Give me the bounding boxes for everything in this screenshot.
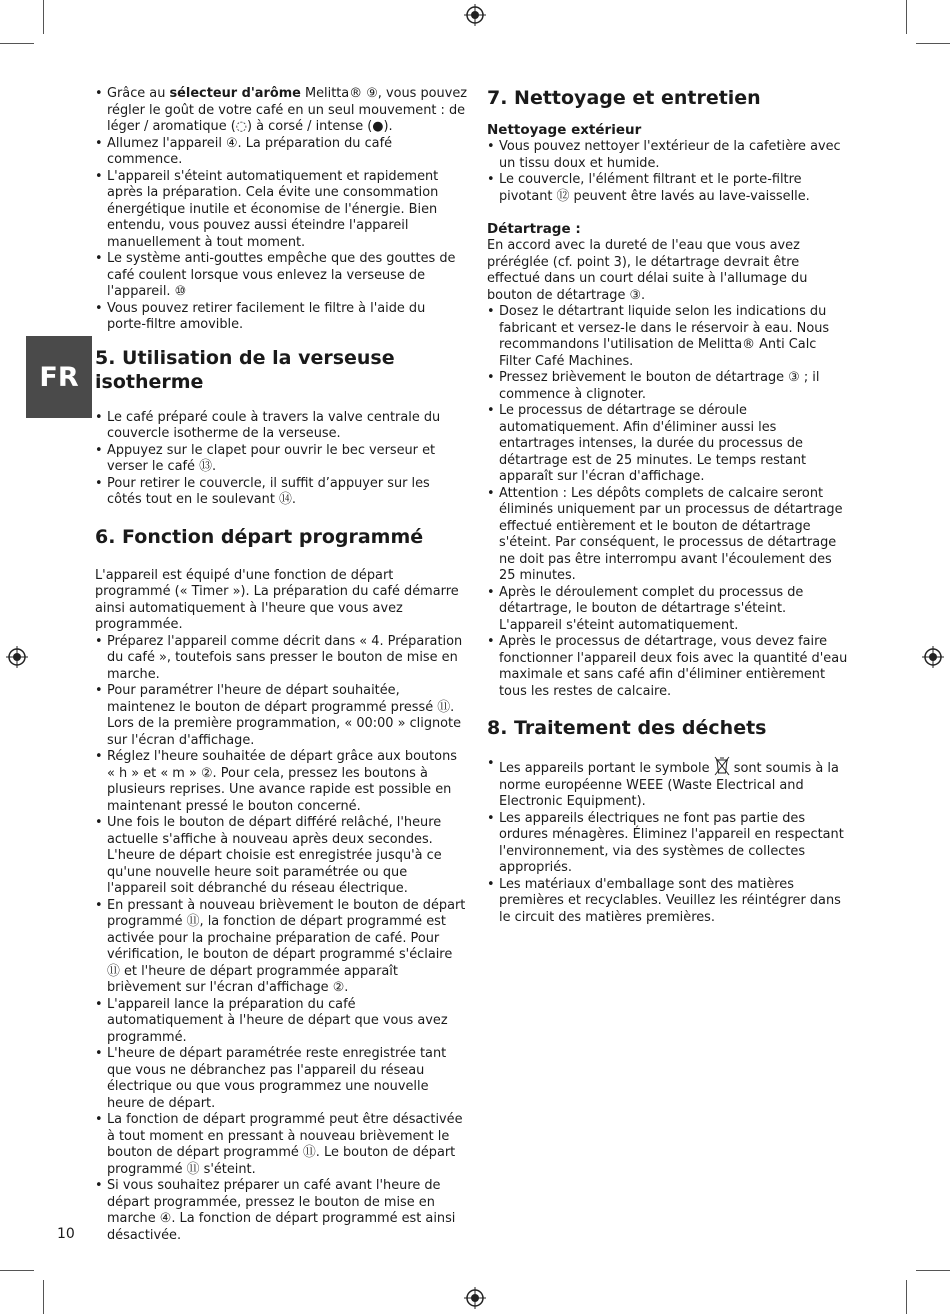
section-5-list [95, 410, 467, 509]
crop-mark [0, 43, 34, 44]
list-item: • Attention : Les dépôts complets de calcaire seront éliminés uniquement par un processus de détartrage effectué entièrement et le bouton de détartrage s'éteint. Par conséquent, le processus de détartrage ne doit pas être interrompu avant l'écoulement des 25 minutes. [487, 486, 852, 585]
right-column [487, 86, 852, 926]
registration-mark-icon [922, 646, 944, 668]
list-item: • Grâce au sélecteur d'arôme Melitta® ⑨, vous pouvez régler le goût de votre café en un seul mouvement : de léger / aromatique (◌) à corsé / intense (●). [95, 86, 467, 136]
list-item: • Les appareils électriques ne font pas partie des ordures ménagères. Éliminez l'appareil en respectant l'environnement, via des systèmes de collectes appropriés. [487, 811, 852, 877]
section-8-title: 8. Traitement des déchets [487, 717, 767, 739]
list-item: • Pour paramétrer l'heure de départ souhaitée, maintenez le bouton de départ programmé pressé ⑪. Lors de la première programmation, « 00:00 » clignote sur l'écran d'affichage. [95, 683, 467, 749]
section-6-title: 6. Fonction départ programmé [95, 525, 424, 548]
section-8-list [487, 756, 852, 926]
list-item: • Après le déroulement complet du processus de détartrage, le bouton de détartrage s'éteint. L'appareil s'éteint automatiquement. [487, 585, 852, 635]
list-item: • Réglez l'heure souhaitée de départ grâce aux boutons « h » et « m » ②. Pour cela, pressez les boutons à plusieurs reprises. Une avance rapide est possible en maintenant pressé le bouton concerné. [95, 749, 467, 815]
list-item: • Le processus de détartrage se déroule automatiquement. Afin d'éliminer aussi les entartrages intenses, la durée du processus de détartrage est de 25 minutes. Le temps restant apparaît sur l'écran d'affichage. [487, 403, 852, 486]
crop-mark [43, 1280, 44, 1314]
list-item: • Préparez l'appareil comme décrit dans « 4. Préparation du café », toutefois sans presser le bouton de mise en marche. [95, 634, 467, 684]
section-6-intro: L'appareil est équipé d'une fonction de départ programmé (« Timer »). La préparation du café démarre ainsi automatiquement à l'heure que vous avez programmée. [95, 567, 459, 632]
list-item: • Le café préparé coule à travers la valve centrale du couvercle isotherme de la verseuse. [95, 410, 467, 443]
registration-mark-icon [6, 646, 28, 668]
registration-mark-icon [464, 4, 486, 26]
descaling-heading: Détartrage : [487, 221, 581, 237]
list-item: • L'heure de départ paramétrée reste enregistrée tant que vous ne débranchez pas l'appareil du réseau électrique ou que vous programmez une nouvelle heure de départ. [95, 1046, 467, 1112]
list-item: • Le couvercle, l'élément filtrant et le porte-filtre pivotant ⑫ peuvent être lavés au lave-vaisselle. [487, 172, 852, 205]
list-item: • Pressez brièvement le bouton de détartrage ③ ; il commence à clignoter. [487, 370, 852, 403]
descaling-intro: En accord avec la dureté de l'eau que vous avez préréglée (cf. point 3), le détartrage devrait être effectué dans un court délai suite à l'allumage du bouton de détartrage ③. [487, 238, 808, 303]
left-column [95, 86, 467, 1244]
crop-mark [0, 1270, 34, 1271]
language-tab: FR [26, 336, 92, 418]
weee-bin-icon [714, 756, 730, 776]
exterior-cleaning-heading: Nettoyage extérieur [487, 122, 642, 138]
crop-mark [906, 1280, 907, 1314]
list-item: • Vous pouvez retirer facilement le filtre à l'aide du porte-filtre amovible. [95, 301, 467, 334]
list-item: • Les matériaux d'emballage sont des matières premières et recyclables. Veuillez les réintégrer dans le circuit des matières premières. [487, 877, 852, 927]
list-item: • L'appareil s'éteint automatiquement et rapidement après la préparation. Cela évite une consommation énergétique inutile et économise de l'énergie. Bien entendu, vous pouvez aussi éteindre l'appareil manuellement à tout moment. [95, 169, 467, 252]
list-item: • En pressant à nouveau brièvement le bouton de départ programmé ⑪, la fonction de départ programmé est activée pour la prochaine préparation de café. Pour vérification, le bouton de départ programmé s'éclaire ⑪ et l'heure de départ programmée apparaît brièvement sur l'écran d'affichage ②. [95, 898, 467, 997]
list-item: • Allumez l'appareil ④. La préparation du café commence. [95, 136, 467, 169]
registration-mark-icon [464, 1287, 486, 1309]
list-item: • Pour retirer le couvercle, il suffit d’appuyer sur les côtés tout en le soulevant ⑭. [95, 476, 467, 509]
section-6-list [95, 634, 467, 1245]
section-5-title: 5. Utilisation de la verseuse isotherme [95, 346, 395, 393]
exterior-cleaning-list [487, 139, 852, 205]
list-item: • Le système anti-gouttes empêche que des gouttes de café coulent lorsque vous enlevez la verseuse de l'appareil. ⑩ [95, 251, 467, 301]
list-item: • Dosez le détartrant liquide selon les indications du fabricant et versez-le dans le réservoir à eau. Nous recommandons l'utilisation de Melitta® Anti Calc Filter Café Machines. [487, 304, 852, 370]
crop-mark [916, 43, 950, 44]
intro-list [95, 86, 467, 334]
crop-mark [906, 0, 907, 34]
section-7-title: 7. Nettoyage et entretien [487, 87, 761, 109]
crop-mark [916, 1270, 950, 1271]
page-number: 10 [57, 1226, 75, 1242]
list-item: • Si vous souhaitez préparer un café avant l'heure de départ programmée, pressez le bouton de mise en marche ④. La fonction de départ programmé est ainsi désactivée. [95, 1178, 467, 1244]
list-item: • Les appareils portant le symbole sont soumis à la norme européenne WEEE (Waste Electrical and Electronic Equipment). [487, 756, 852, 811]
crop-mark [43, 0, 44, 34]
list-item: • L'appareil lance la préparation du café automatiquement à l'heure de départ que vous avez programmé. [95, 997, 467, 1047]
list-item: • La fonction de départ programmé peut être désactivée à tout moment en pressant à nouveau brièvement le bouton de départ programmé ⑪. Le bouton de départ programmé ⑪ s'éteint. [95, 1112, 467, 1178]
list-item: • Après le processus de détartrage, vous devez faire fonctionner l'appareil deux fois avec la quantité d'eau maximale et sans café afin d'éliminer entièrement tous les restes de calcaire. [487, 634, 852, 700]
list-item: • Appuyez sur le clapet pour ouvrir le bec verseur et verser le café ⑬. [95, 443, 467, 476]
descaling-list [487, 304, 852, 700]
list-item: • Une fois le bouton de départ différé relâché, l'heure actuelle s'affiche à nouveau après deux secondes. L'heure de départ choisie est enregistrée jusqu'à ce qu'une nouvelle heure soit paramétrée ou que l'appareil soit débranché du réseau électrique. [95, 815, 467, 898]
list-item: • Vous pouvez nettoyer l'extérieur de la cafetière avec un tissu doux et humide. [487, 139, 852, 172]
